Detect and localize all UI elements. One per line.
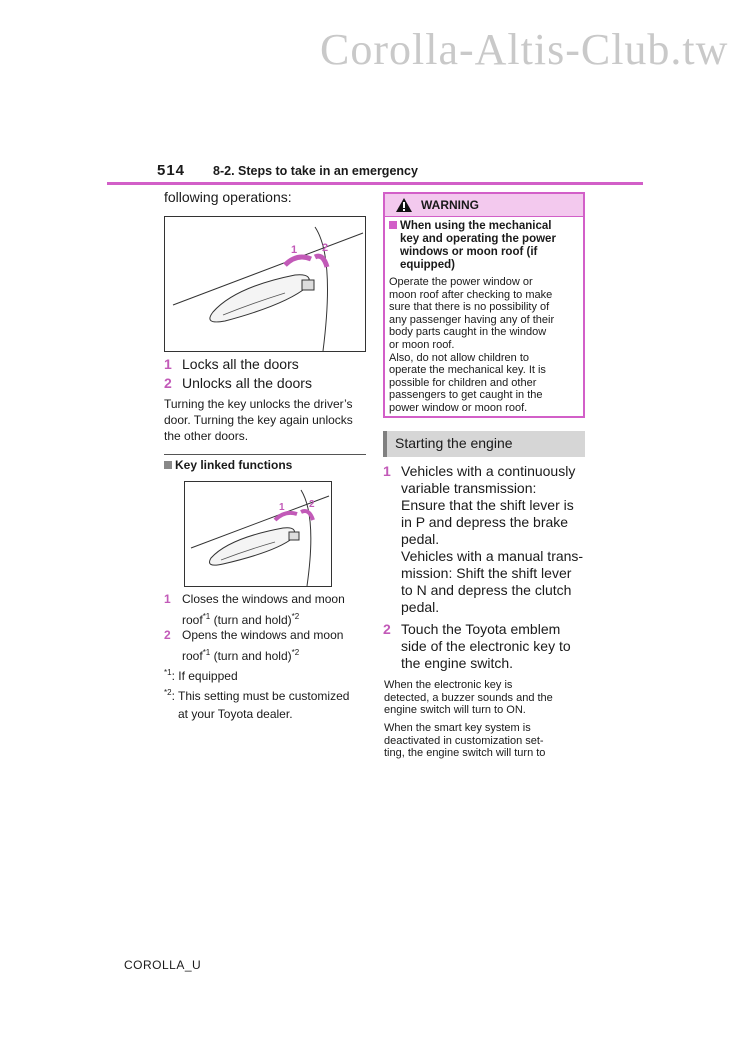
warning-box	[383, 192, 585, 418]
step-text: Unlocks all the doors	[182, 375, 312, 391]
warning-triangle-icon	[395, 197, 413, 213]
door-handle-illustration	[165, 217, 365, 351]
step-number: 1	[164, 356, 172, 372]
footer-model: COROLLA_U	[124, 958, 202, 972]
engine-heading: Starting the engine	[383, 431, 585, 457]
square-bullet-icon	[164, 461, 172, 469]
engine-note-1: When the electronic key is detected, a buzzer sounds and the engine switch will turn to ON.	[384, 679, 553, 716]
header-rule	[107, 182, 643, 185]
warning-header	[385, 194, 583, 217]
engine-step-1: 1 Vehicles with a continuously variable transmission: Ensure that the shift lever is in P and depress the brake pedal. Vehicles with a manual trans- mission: Shift the shift lever to N and depress the clutch pedal.	[383, 463, 584, 615]
step-text: Locks all the doors	[182, 356, 299, 372]
unlock-note	[164, 396, 364, 444]
section-title: 8-2. Steps to take in an emergency	[213, 164, 418, 178]
step-unlock	[164, 375, 312, 391]
step-lock	[164, 356, 299, 372]
warning-title: When using the mechanical key and operating the power windows or moon roof (if equipped)	[389, 220, 581, 272]
note-line: the other doors.	[164, 429, 249, 443]
warning-body: Operate the power window or moon roof after checking to make sure that there is no possibility of any passenger having any of their body parts caught in the window or moon roof. Also, do not allow children to operate the mechanical key. It is possible for children and other passengers to get caught in the power window or moon roof.	[389, 276, 555, 414]
door-handle-illustration	[185, 482, 331, 586]
step-close-windows: 1 Closes the windows and moon roof$^{*1}$ (turn and hold)$^{*2}$	[164, 592, 345, 627]
intro-text: following operations:	[164, 189, 292, 205]
callout-2: 2	[309, 499, 315, 510]
square-bullet-icon	[389, 221, 397, 229]
callout-1: 1	[279, 502, 285, 513]
note-line: door. Turning the key again unlocks	[164, 413, 353, 427]
engine-note-2: When the smart key system is deactivated in customization set- ting, the engine switch will turn to	[384, 722, 546, 759]
page-number: 514	[157, 162, 186, 179]
step-open-windows: 2 Opens the windows and moon roof$^{*1}$ (turn and hold)$^{*2}$	[164, 628, 344, 663]
engine-step-2: 2 Touch the Toyota emblem side of the electronic key to the engine switch.	[383, 621, 571, 671]
footnote-2: $^{*2}$: This setting must be customized at your Toyota dealer.	[164, 688, 350, 721]
door-handle-figure-2	[184, 481, 332, 587]
key-linked-heading: Key linked functions	[164, 458, 292, 472]
door-handle-figure-1	[164, 216, 366, 352]
watermark: Corolla-Altis-Club.tw	[320, 25, 729, 74]
callout-1: 1	[291, 244, 298, 256]
divider	[164, 454, 366, 455]
callout-2: 2	[322, 242, 329, 254]
note-line: Turning the key unlocks the driver’s	[164, 397, 353, 411]
step-number: 2	[164, 375, 172, 391]
footnote-1: $^{*1}$: If equipped	[164, 668, 238, 683]
warning-label: WARNING	[421, 198, 479, 212]
